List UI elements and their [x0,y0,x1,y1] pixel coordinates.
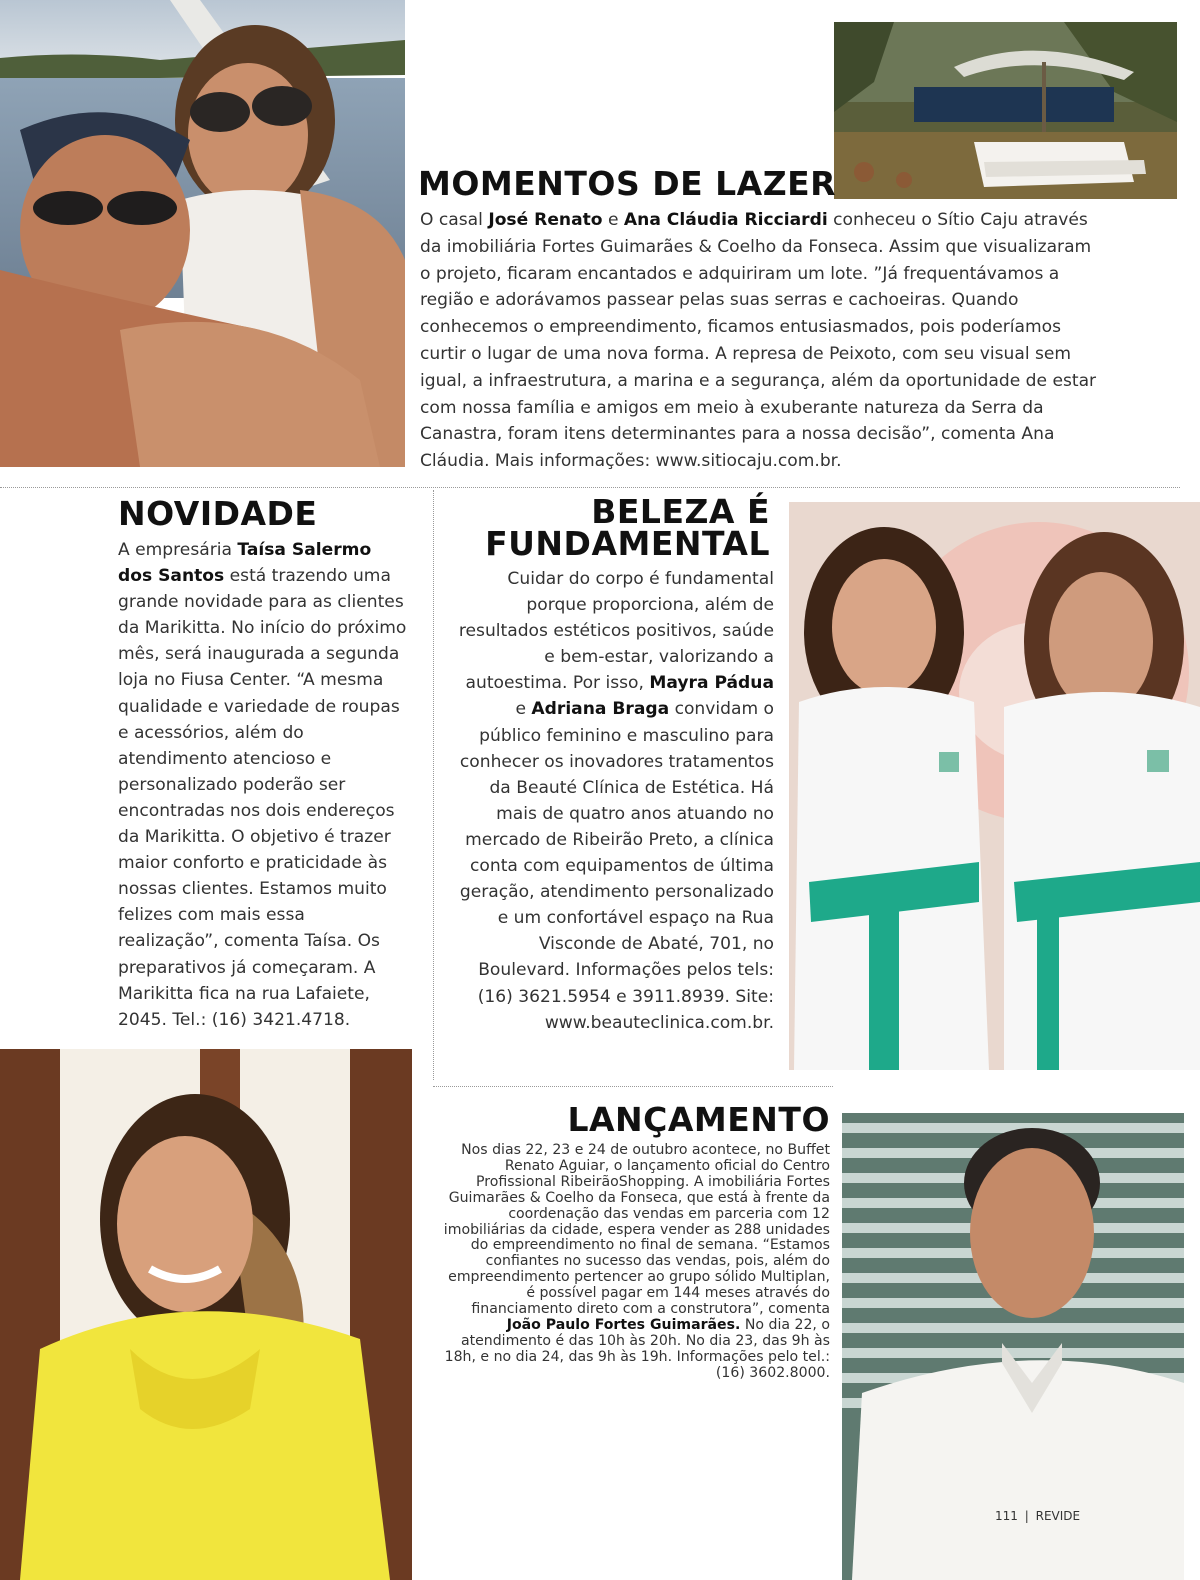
page-number: 111 [995,1509,1018,1523]
woman-yellow-photo [0,1049,412,1580]
beleza-body-2: e [515,699,532,720]
clinic-women-photo [789,502,1200,1070]
person-name-taisa: Taísa Salermo dos Santos [118,540,372,587]
lazer-article-text [420,207,1100,475]
resort-lounge-photo [834,22,1177,199]
person-name-adriana: Adriana Braga [531,699,670,720]
magazine-name: REVIDE [1035,1509,1081,1523]
page-footer [995,1509,1080,1523]
lazer-intro-1: O casal [420,210,489,230]
person-name-jose-renato: José Renato [488,210,603,230]
novidade-intro: A empresária [118,540,238,560]
beleza-title-line-1: BELEZA É [591,492,770,531]
beleza-body-1: Cuidar do corpo é fundamental porque proporciona, além de resultados estéticos positivos, saúde e bem-estar, valorizando a autoestima. Por isso, [458,569,774,694]
couple-boat-photo [0,0,405,467]
lancamento-body-1: Nos dias 22, 23 e 24 de outubro acontece, no Buffet Renato Aguiar, o lançamento oficial do Centro Profissional RibeirãoShopping. A imobiliária Fortes Guimarães & Coelho da Fonseca, que está à frente da coordenação das vendas em parceria com 12 imobiliárias da cidade, espera vender as 288 unidades do empreendimento no final de semana. “Estamos confiantes no sucesso das vendas, pois, além do empreendimento pertencer ao grupo sólido Multiplan, é possível pagar em 144 meses através do financiamento direto com a construtora”, comenta [443,1142,830,1318]
novidade-body: está trazendo uma grande novidade para as clientes da Marikitta. No início do próximo mês, será inaugurada a segunda loja no Fiusa Center. “A mesma qualidade e variedade de roupas e acessórios, além do atendimento atencioso e personalizado poderão ser encontradas nos dois endereços da Marikitta. O objetivo é trazer maior conforto e praticidade às nossas clientes. Estamos muito felizes com mais essa realização”, comenta Taísa. Os preparativos já começaram. A Marikitta fica na rua Lafaiete, 2045. Tel.: (16) 3421.4718. [118,566,407,1030]
lancamento-title: LANÇAMENTO [567,1100,830,1139]
novidade-title: NOVIDADE [118,494,318,533]
section-divider [433,1086,833,1087]
footer-separator: | [1024,1509,1029,1523]
novidade-article-text [118,537,410,1033]
beleza-title-line-2: FUNDAMENTAL [485,524,770,563]
lancamento-body-2: No dia 22, o atendimento é das 10h às 20h. No dia 23, das 9h às 18h, e no dia 24, das 9h às 19h. Informações pelo tel.: (16) 3602.8000. [444,1316,830,1381]
beleza-article-text [452,566,774,1036]
person-name-joao-paulo: João Paulo Fortes Guimarães. [506,1316,741,1333]
lazer-body: conheceu o Sítio Caju através da imobiliária Fortes Guimarães & Coelho da Fonseca. Assim que visualizaram o projeto, ficaram encantados e adquiriram um lote. ”Já frequentávamos a região e adorávamos passear pelas suas serras e cachoeiras. Quando conhecemos o empreendimento, ficamos entusiasmados, pois poderíamos curtir o lugar de uma nova forma. A represa de Peixoto, com seu visual sem igual, a infraestrutura, a marina e a segurança, além da oportunidade de estar com nossa família e amigos em meio à exuberante natureza da Serra da Canastra, foram itens determinantes para a nossa decisão”, comenta Ana Cláudia. Mais informações: www.sitiocaju.com.br. [420,210,1097,472]
column-divider [433,490,434,1080]
beleza-body-3: convidam o público feminino e masculino para conhecer os inovadores tratamentos da Beauté Clínica de Estética. Há mais de quatro anos atuando no mercado de Ribeirão Preto, a clínica conta com equipamentos de última geração, atendimento personalizado e um confortável espaço na Rua Visconde de Abaté, 701, no Boulevard. Informações pelos tels: (16) 3621.5954 e 3911.8939. Site: www.beauteclinica.com.br. [459,699,774,1033]
lazer-title: MOMENTOS DE LAZER [418,164,837,203]
section-divider [0,487,1180,488]
person-name-mayra: Mayra Pádua [649,673,774,694]
lazer-intro-2: e [602,210,624,230]
person-name-ana-claudia: Ana Cláudia Ricciardi [623,210,828,230]
lancamento-article-text [440,1143,830,1382]
